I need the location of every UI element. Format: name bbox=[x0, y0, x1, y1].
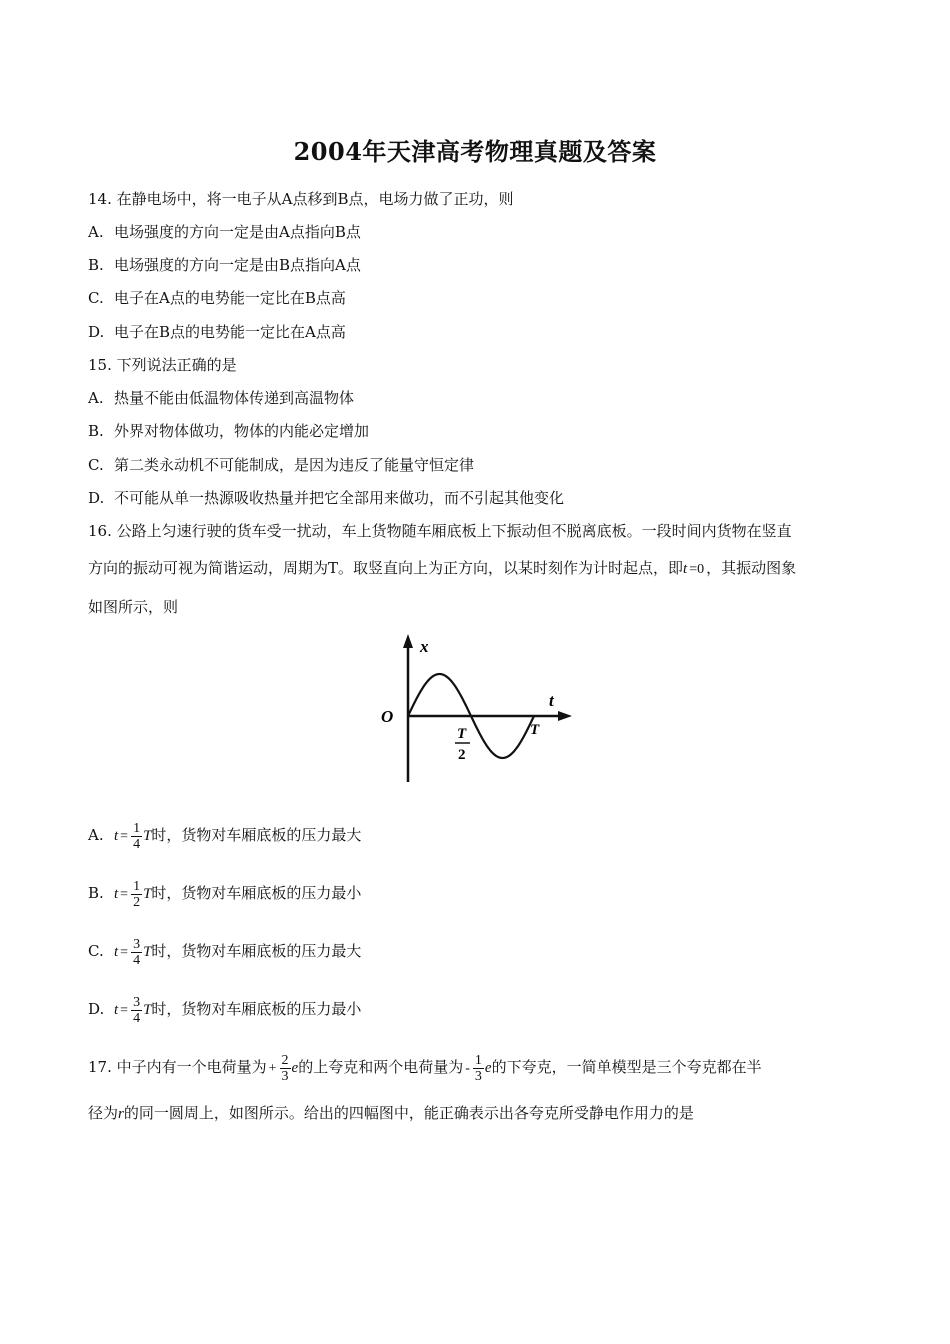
q14-stem: 14. 在静电场中，将一电子从A点移到B点，电场力做了正功，则 bbox=[88, 190, 514, 208]
equals-sign: = bbox=[120, 887, 129, 902]
q15-option-a[interactable] bbox=[88, 388, 354, 408]
q16-option-c[interactable] bbox=[88, 934, 361, 970]
q17-text-4: 径为 bbox=[88, 1104, 119, 1122]
q16-time-var: t bbox=[683, 561, 688, 577]
fraction bbox=[131, 821, 142, 852]
option-letter: C. bbox=[88, 289, 104, 307]
q16-stem-line3: 如图所示，则 bbox=[88, 598, 179, 616]
option-letter: A. bbox=[88, 826, 104, 844]
q14-option-a[interactable] bbox=[88, 222, 361, 242]
denominator: 4 bbox=[133, 836, 141, 852]
half-period-num: T bbox=[457, 726, 467, 742]
option-letter: C. bbox=[88, 942, 104, 960]
time-var: t bbox=[114, 828, 119, 844]
page-title: 2004年天津高考物理真题及答案 bbox=[293, 137, 657, 166]
q15-option-b[interactable] bbox=[88, 421, 369, 441]
q16-option-b[interactable] bbox=[88, 876, 361, 912]
option-letter: D. bbox=[88, 489, 105, 507]
option-letter: A. bbox=[88, 389, 104, 407]
option-text: 时，货物对车厢底板的压力最小 bbox=[151, 1000, 362, 1018]
x-axis-label: t bbox=[549, 691, 554, 710]
period-var: T bbox=[143, 944, 152, 960]
period-var: T bbox=[143, 1002, 152, 1018]
q16-option-a[interactable] bbox=[88, 818, 361, 854]
q17-text-5: 的同一圆周上，如图所示。给出的四幅图中，能正确表示出各夸克所受静电作用力的是 bbox=[123, 1104, 694, 1122]
option-text: 外界对物体做功，物体的内能必定增加 bbox=[114, 422, 370, 440]
option-letter: D. bbox=[88, 323, 105, 341]
q14-option-c[interactable] bbox=[88, 288, 346, 308]
option-text: 电子在A点的电势能一定比在B点高 bbox=[114, 289, 346, 307]
charge-e: e bbox=[484, 1060, 492, 1076]
option-letter: A. bbox=[88, 223, 104, 241]
option-text: 时，货物对车厢底板的压力最大 bbox=[151, 942, 362, 960]
denominator: 3 bbox=[474, 1068, 482, 1084]
q16-stem-line1: 16. 公路上匀速行驶的货车受一扰动，车上货物随车厢底板上下振动但不脱离底板。一段时间内货物在竖直 bbox=[88, 522, 792, 540]
charge-fraction-up bbox=[280, 1053, 291, 1084]
option-letter: B. bbox=[88, 422, 104, 440]
option-text: 热量不能由低温物体传递到高温物体 bbox=[114, 389, 355, 407]
half-period-den: 2 bbox=[458, 747, 466, 763]
charge-e: e bbox=[291, 1060, 299, 1076]
q17-text-3: 的下夸克，一简单模型是三个夸克都在半 bbox=[491, 1058, 762, 1076]
time-var: t bbox=[114, 1002, 119, 1018]
q17-stem-line1 bbox=[88, 1050, 762, 1086]
time-var: t bbox=[114, 886, 119, 902]
q15-option-c[interactable] bbox=[88, 455, 474, 475]
numerator: 1 bbox=[474, 1052, 482, 1068]
fraction bbox=[131, 995, 142, 1026]
numerator: 3 bbox=[133, 994, 141, 1010]
q15-option-d[interactable] bbox=[88, 488, 564, 508]
vibration-graph bbox=[372, 632, 582, 787]
option-text: 不可能从单一热源吸收热量并把它全部用来做功，而不引起其他变化 bbox=[114, 489, 565, 507]
option-text: 电子在B点的电势能一定比在A点高 bbox=[114, 323, 346, 341]
numerator: 3 bbox=[133, 936, 141, 952]
plus-sign: + bbox=[268, 1061, 277, 1076]
numerator: 1 bbox=[133, 820, 141, 836]
fraction bbox=[131, 879, 142, 910]
q15-stem: 15. 下列说法正确的是 bbox=[88, 356, 237, 374]
q16-stem-text-end: ，其振动图象 bbox=[706, 559, 797, 577]
q14-option-d[interactable] bbox=[88, 322, 346, 342]
period-var: T bbox=[143, 828, 152, 844]
q17-stem-line2 bbox=[88, 1103, 694, 1124]
option-text: 时，货物对车厢底板的压力最小 bbox=[151, 884, 362, 902]
equals-sign: = bbox=[120, 1003, 129, 1018]
denominator: 4 bbox=[133, 1010, 141, 1026]
minus-sign: - bbox=[465, 1061, 470, 1076]
denominator: 2 bbox=[133, 894, 141, 910]
q17-text-1: 17. 中子内有一个电荷量为 bbox=[88, 1058, 267, 1076]
origin-label: O bbox=[381, 707, 394, 726]
numerator: 1 bbox=[133, 878, 141, 894]
y-axis-label: x bbox=[420, 637, 429, 656]
q14-option-b[interactable] bbox=[88, 255, 361, 275]
denominator: 3 bbox=[281, 1068, 289, 1084]
denominator: 4 bbox=[133, 952, 141, 968]
option-text: 时，货物对车厢底板的压力最大 bbox=[151, 826, 362, 844]
option-letter: C. bbox=[88, 456, 104, 474]
charge-fraction-down bbox=[473, 1053, 484, 1084]
option-letter: B. bbox=[88, 884, 104, 902]
option-text: 电场强度的方向一定是由A点指向B点 bbox=[114, 223, 361, 241]
x-axis-arrow bbox=[558, 711, 572, 721]
time-var: t bbox=[114, 944, 119, 960]
period-label: T bbox=[530, 722, 540, 738]
equals-sign: = bbox=[120, 829, 129, 844]
numerator: 2 bbox=[281, 1052, 289, 1068]
option-text: 电场强度的方向一定是由B点指向A点 bbox=[114, 256, 361, 274]
period-var: T bbox=[143, 886, 152, 902]
equals-sign: = bbox=[120, 945, 129, 960]
option-letter: B. bbox=[88, 256, 104, 274]
option-letter: D. bbox=[88, 1000, 105, 1018]
q16-stem-line2 bbox=[88, 558, 796, 580]
q16-option-d[interactable] bbox=[88, 992, 361, 1028]
fraction bbox=[131, 937, 142, 968]
q17-text-2: 的上夸克和两个电荷量为 bbox=[298, 1058, 464, 1076]
q16-stem-text: 方向的振动可视为简谐运动，周期为T。取竖直向上为正方向，以某时刻作为计时起点，即 bbox=[88, 559, 684, 577]
radius-var: r bbox=[118, 1106, 124, 1122]
q16-time-eq: =0 bbox=[689, 562, 705, 577]
y-axis-arrow bbox=[403, 634, 413, 648]
option-text: 第二类永动机不可能制成，是因为违反了能量守恒定律 bbox=[114, 456, 475, 474]
